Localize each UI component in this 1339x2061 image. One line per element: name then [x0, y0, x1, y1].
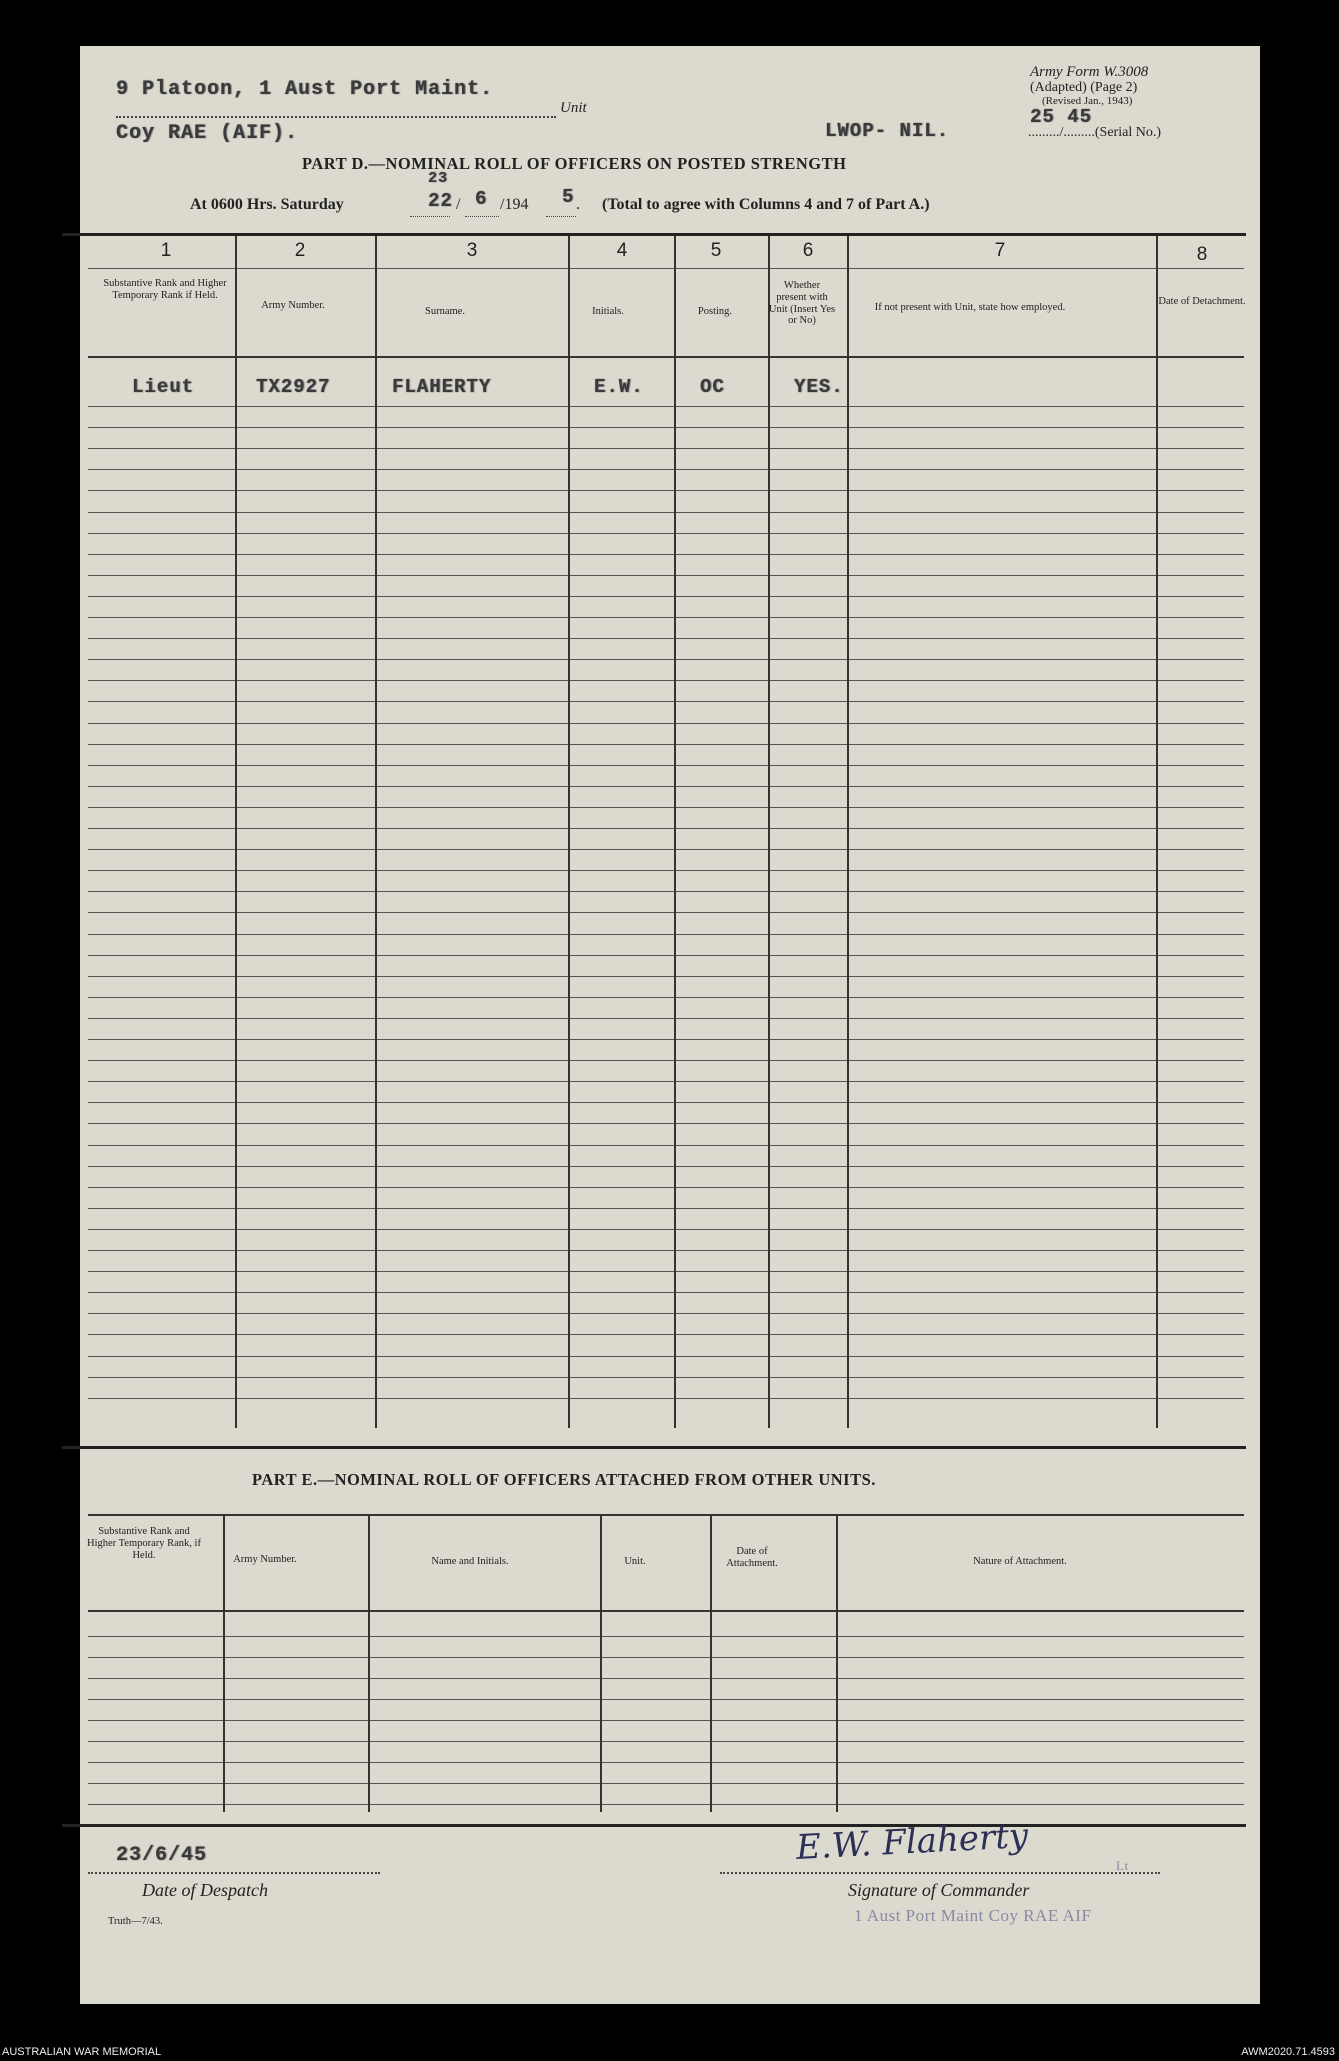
day-overtyped: 23	[428, 170, 449, 187]
day-dots	[410, 216, 450, 217]
serial-typed-left: LWOP- NIL.	[825, 120, 950, 142]
unit-stamp: 1 Aust Port Maint Coy RAE AIF	[854, 1906, 1092, 1925]
unit-line-1: 9 Platoon, 1 Aust Port Maint.	[116, 78, 494, 101]
ruled-line	[88, 1102, 1244, 1103]
column-divider	[235, 236, 237, 1428]
ruled-line	[88, 1334, 1244, 1335]
ruled-line	[88, 533, 1244, 534]
ruled-line	[88, 1292, 1244, 1293]
e-col-3-header: Name and Initials.	[431, 1556, 509, 1567]
col-6-number: 6	[802, 240, 814, 261]
form-page: 9 Platoon, 1 Aust Port Maint. Unit Coy RAE (AIF). Army Form W.3008 (Adapted) (Page 2) (Revised Jan., 1943) LWOP- NIL. 25 45 ........./.........(Serial No.) PART D.—NOMINAL ROLL OF OFFICERS ON POSTED STRENGTH At 0600 Hrs. Saturday 23 22 / 6 /194 5 . (Total to agree with Columns 4 and 7 of Part A.) 1 2 3 4 5 6 7 8 Substantive Rank and Higher Temporary Rank if Held. Army Number. Surname. Initials. Posting. Whether present with Unit (Insert Yes or No) If not present with Unit, state how employed. Date of Detachment. Lieut TX2927 FLAHERTY E.W. OC YES. PART E.—NOMINAL ROLL OF OFFICERS ATTACHED FROM OTHER UNITS. Substantive Rank and Higher Temporary Rank, if Held. Army Number. Name and Initials. Unit. Date of Attachment. Nature of Attachment. 23/6/45 Date of Despatch Truth—7/43. E.W. Flaherty Lt Signature of Commander 1 Aust Port Maint Coy RAE AIF	[80, 46, 1260, 2004]
serial-label: ........./.........(Serial No.)	[1028, 125, 1161, 140]
form-adapted: (Adapted) (Page 2)	[1030, 80, 1138, 95]
row-1-initials: E.W.	[594, 376, 644, 398]
unit-label: Unit	[560, 100, 587, 116]
col-2-number: 2	[294, 240, 306, 261]
ruled-line	[88, 1377, 1244, 1378]
ruled-line	[88, 1187, 1244, 1188]
col-3-header: Surname.	[425, 306, 465, 317]
ruled-line	[88, 1229, 1244, 1230]
ruled-line	[88, 723, 1244, 724]
ruled-line	[88, 828, 1244, 829]
archive-accession: AWM2020.71.4593	[1241, 2046, 1335, 2058]
total-note: (Total to agree with Columns 4 and 7 of Part A.)	[602, 196, 930, 213]
ruled-line	[88, 617, 1244, 618]
col-1-header: Substantive Rank and Higher Temporary Rank if Held.	[103, 278, 227, 301]
ruled-line	[88, 1741, 1244, 1742]
ruled-line	[88, 427, 1244, 428]
ruled-line	[88, 1166, 1244, 1167]
signature-label: Signature of Commander	[848, 1880, 1030, 1900]
ruled-line	[88, 1678, 1244, 1679]
ruled-line	[88, 1657, 1244, 1658]
ruled-line	[88, 849, 1244, 850]
col-6-header: Whether present with Unit (Insert Yes or No)	[768, 280, 836, 327]
col-4-header: Initials.	[592, 306, 624, 317]
ruled-line	[88, 1145, 1244, 1146]
ruled-line	[88, 406, 1244, 407]
part-e-header-bottom	[88, 1610, 1244, 1612]
col-5-header: Posting.	[697, 306, 733, 317]
month-dots	[465, 216, 499, 217]
signature-suffix: Lt	[1116, 1858, 1129, 1873]
part-d-title: PART D.—NOMINAL ROLL OF OFFICERS ON POSTED STRENGTH	[302, 154, 847, 173]
despatch-label: Date of Despatch	[142, 1880, 268, 1900]
ruled-line	[88, 575, 1244, 576]
row-1-surname: FLAHERTY	[392, 376, 492, 398]
day-value: 22	[428, 190, 453, 212]
ruled-line	[88, 596, 1244, 597]
ruled-line	[88, 448, 1244, 449]
part-d-top-rule	[62, 233, 1246, 236]
e-col-2-header: Army Number.	[233, 1554, 297, 1565]
printer-note: Truth—7/43.	[108, 1916, 163, 1927]
year-prefix: /194	[500, 196, 529, 213]
column-divider	[847, 236, 849, 1428]
ruled-line	[88, 1271, 1244, 1272]
ruled-line	[88, 934, 1244, 935]
column-divider	[223, 1516, 225, 1812]
ruled-line	[88, 870, 1244, 871]
e-col-6-header: Nature of Attachment.	[973, 1556, 1067, 1567]
ruled-line	[88, 1762, 1244, 1763]
despatch-dotted	[88, 1872, 380, 1874]
year-dots	[546, 216, 576, 217]
ruled-line	[88, 1208, 1244, 1209]
form-title: Army Form W.3008	[1030, 64, 1149, 80]
col-7-header: If not present with Unit, state how employed.	[874, 302, 1066, 313]
serial-typed-right: 25 45	[1030, 106, 1093, 128]
e-col-5-header: Date of Attachment.	[726, 1546, 778, 1569]
ruled-line	[88, 701, 1244, 702]
col-5-number: 5	[710, 240, 722, 261]
signature-dotted	[720, 1872, 1160, 1874]
part-e-title: PART E.—NOMINAL ROLL OF OFFICERS ATTACHED FROM OTHER UNITS.	[252, 1470, 876, 1489]
ruled-line	[88, 1039, 1244, 1040]
column-divider	[674, 236, 676, 1428]
column-divider	[1156, 236, 1158, 1428]
row-1-rank: Lieut	[132, 376, 195, 398]
commander-signature: E.W. Flaherty	[795, 1815, 1030, 1869]
ruled-line	[88, 1783, 1244, 1784]
column-divider	[768, 236, 770, 1428]
ruled-line	[88, 1018, 1244, 1019]
row-1-army-number: TX2927	[256, 376, 331, 398]
ruled-line	[88, 891, 1244, 892]
form-revised: (Revised Jan., 1943)	[1042, 95, 1133, 107]
ruled-line	[88, 1804, 1244, 1805]
col-4-number: 4	[616, 240, 628, 261]
ruled-line	[88, 955, 1244, 956]
ruled-line	[88, 554, 1244, 555]
ruled-line	[88, 1398, 1244, 1399]
month-value: 6	[475, 188, 488, 210]
part-d-header-rule	[88, 356, 1244, 358]
ruled-line	[88, 512, 1244, 513]
ruled-line	[88, 1081, 1244, 1082]
ruled-line	[88, 765, 1244, 766]
ruled-line	[88, 469, 1244, 470]
e-col-4-header: Unit.	[624, 1556, 646, 1567]
ruled-line	[88, 1060, 1244, 1061]
row-1-present: YES.	[794, 376, 844, 398]
ruled-line	[88, 1313, 1244, 1314]
col-8-number: 8	[1196, 244, 1208, 265]
bottom-rule	[62, 1824, 1246, 1827]
ruled-line	[88, 680, 1244, 681]
ruled-line	[88, 997, 1244, 998]
ruled-line	[88, 976, 1244, 977]
ruled-line	[88, 1720, 1244, 1721]
e-col-1-header: Substantive Rank and Higher Temporary Rank, if Held.	[87, 1526, 201, 1561]
unit-line-2: Coy RAE (AIF).	[116, 122, 299, 145]
col-7-number: 7	[994, 240, 1006, 261]
column-divider	[836, 1516, 838, 1812]
ruled-line	[88, 1636, 1244, 1637]
year-suffix: 5	[562, 186, 575, 208]
ruled-line	[88, 786, 1244, 787]
column-divider	[568, 236, 570, 1428]
part-e-header-top	[88, 1514, 1244, 1516]
despatch-date: 23/6/45	[116, 1844, 208, 1867]
ruled-line	[88, 490, 1244, 491]
col-8-header: Date of Detachment.	[1158, 296, 1246, 307]
archive-credit: AUSTRALIAN WAR MEMORIAL	[2, 2046, 162, 2058]
col-3-number: 3	[466, 240, 478, 261]
ruled-line	[88, 912, 1244, 913]
unit-dotted-line	[116, 116, 556, 118]
ruled-line	[88, 659, 1244, 660]
ruled-line	[88, 1356, 1244, 1357]
ruled-line	[88, 1250, 1244, 1251]
ruled-line	[88, 807, 1244, 808]
row-1-posting: OC	[700, 376, 725, 398]
col-2-header: Army Number.	[261, 300, 325, 311]
col-1-number: 1	[160, 240, 172, 261]
column-divider	[375, 236, 377, 1428]
ruled-line	[88, 1123, 1244, 1124]
ruled-line	[88, 1699, 1244, 1700]
at-hours-label: At 0600 Hrs. Saturday	[190, 196, 344, 213]
part-d-num-rule	[88, 268, 1244, 269]
ruled-line	[88, 638, 1244, 639]
part-e-top-rule	[62, 1446, 1246, 1449]
ruled-line	[88, 744, 1244, 745]
